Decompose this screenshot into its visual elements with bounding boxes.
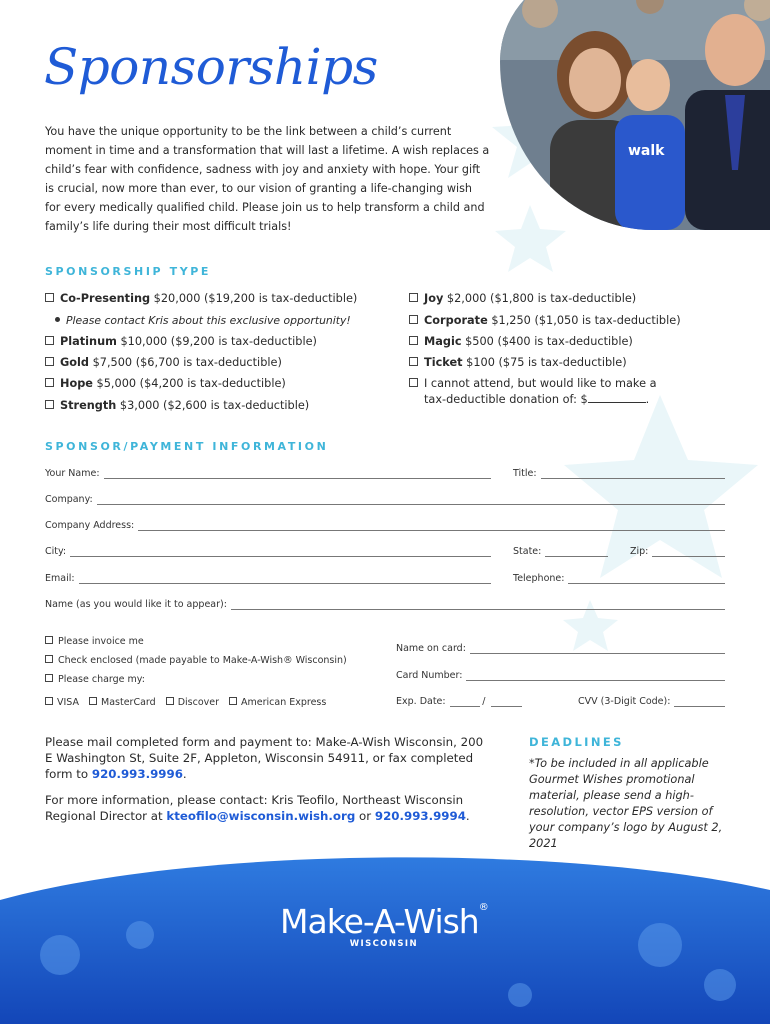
contact-email-link[interactable]: kteofilo@wisconsin.wish.org [166, 809, 356, 823]
make-a-wish-logo [280, 902, 488, 949]
donation-amount-field[interactable] [588, 393, 646, 403]
state-field[interactable]: State: [513, 546, 608, 557]
telephone-field[interactable]: Telephone: [513, 573, 725, 584]
check-option[interactable]: Check enclosed (made payable to Make-A-Wish® Wisconsin) [45, 655, 347, 666]
page-title: Sponsorships [44, 38, 378, 96]
card-amex[interactable]: American Express [229, 697, 326, 708]
exp-date-field[interactable]: Exp. Date: / [396, 696, 522, 707]
card-visa[interactable]: VISA [45, 697, 79, 708]
cvv-field[interactable]: CVV (3-Digit Code): [578, 696, 725, 707]
checkbox[interactable] [409, 336, 418, 345]
option-name: Joy [424, 292, 444, 305]
option-name: Hope [60, 377, 93, 390]
checkbox[interactable] [45, 378, 54, 387]
card-mastercard[interactable]: MasterCard [89, 697, 156, 708]
option-magic[interactable] [409, 335, 633, 349]
co-presenting-note: Please contact Kris about this exclusive opportunity! [55, 314, 351, 327]
sponsorship-type-heading: SPONSORSHIP TYPE [45, 265, 212, 278]
option-detail: $2,000 ($1,800 is tax-deductible) [443, 292, 637, 305]
checkbox[interactable] [45, 357, 54, 366]
checkbox[interactable] [409, 293, 418, 302]
card-discover[interactable]: Discover [166, 697, 219, 708]
deadlines-text: *To be included in all applicable Gourmet Wishes promotional material, please send a high-resolution, vector EPS version of your company’s logo by August 2, 2021 [529, 757, 723, 850]
donation-line: tax-deductible donation of: $ . [424, 393, 650, 406]
option-detail: $10,000 ($9,200 is tax-deductible) [116, 335, 317, 348]
logo-wordmark: Make-A-Wish® [280, 902, 488, 941]
name-appear-field[interactable]: Name (as you would like it to appear): [45, 599, 725, 610]
contact-info: For more information, please contact: Kris Teofilo, Northeast Wisconsin Regional Director at kteofilo@wisconsin.wish.org or 920.993.9994. [45, 793, 470, 823]
company-field[interactable]: Company: [45, 494, 725, 505]
checkbox[interactable] [409, 357, 418, 366]
checkbox[interactable] [409, 378, 418, 387]
option-hope[interactable] [45, 377, 286, 391]
option-name: Gold [60, 356, 89, 369]
option-detail: $100 ($75 is tax-deductible) [462, 356, 627, 369]
option-corporate[interactable] [409, 314, 681, 328]
checkbox[interactable] [409, 315, 418, 324]
checkbox[interactable] [45, 636, 53, 644]
bullet-icon [55, 317, 60, 322]
company-address-field[interactable]: Company Address: [45, 520, 725, 531]
option-name: Corporate [424, 314, 488, 327]
title-field[interactable]: Title: [513, 468, 725, 479]
option-name: Co-Presenting [60, 292, 151, 305]
email-field[interactable]: Email: [45, 573, 491, 584]
option-platinum[interactable] [45, 335, 317, 349]
option-name: Strength [60, 399, 117, 412]
checkbox[interactable] [45, 674, 53, 682]
logo-subtitle: WISCONSIN [349, 939, 418, 949]
option-joy[interactable] [409, 292, 636, 306]
option-name: Magic [424, 335, 462, 348]
option-detail: $1,250 ($1,050 is tax-deductible) [487, 314, 681, 327]
checkbox[interactable] [45, 400, 54, 409]
option-detail: $3,000 ($2,600 is tax-deductible) [116, 399, 310, 412]
card-number-field[interactable]: Card Number: [396, 670, 725, 681]
svg-text:walk: walk [628, 143, 665, 159]
option-ticket[interactable] [409, 356, 627, 370]
option-cannot-attend[interactable]: I cannot attend, but would like to make a [409, 377, 657, 391]
contact-phone[interactable]: 920.993.9994 [374, 809, 466, 823]
checkbox[interactable] [45, 293, 54, 302]
option-gold[interactable] [45, 356, 282, 370]
name-on-card-field[interactable]: Name on card: [396, 643, 725, 654]
option-strength[interactable] [45, 399, 309, 413]
city-field[interactable]: City: [45, 546, 491, 557]
option-co-presenting[interactable] [45, 292, 357, 306]
charge-option[interactable]: Please charge my: [45, 674, 145, 685]
payment-info-heading: SPONSOR/PAYMENT INFORMATION [45, 440, 329, 453]
fax-number[interactable]: 920.993.9996 [91, 767, 183, 781]
option-detail: $20,000 ($19,200 is tax-deductible) [150, 292, 358, 305]
checkbox[interactable] [45, 336, 54, 345]
intro-paragraph: You have the unique opportunity to be the link between a child’s current moment in time and a transformation that will last a lifetime. A wish replaces a child’s fear with confidence, sadness with joy and anxiety with hope. Your gift is crucial, now more than ever, to our vision of granting a life-changing wish for every medically qualified child. Please join us to help transform a child and family’s life during their most difficult trials! [45, 125, 490, 233]
card-type-row [45, 697, 326, 708]
zip-field[interactable]: Zip: [630, 546, 725, 557]
invoice-option[interactable]: Please invoice me [45, 636, 144, 647]
option-detail: $500 ($400 is tax-deductible) [461, 335, 633, 348]
checkbox[interactable] [45, 655, 53, 663]
option-detail: $5,000 ($4,200 is tax-deductible) [92, 377, 286, 390]
deadlines-heading: DEADLINES [529, 735, 624, 749]
option-name: Platinum [60, 335, 117, 348]
your-name-field[interactable]: Your Name: [45, 468, 491, 479]
option-name: Ticket [424, 356, 463, 369]
option-detail: $7,500 ($6,700 is tax-deductible) [89, 356, 282, 369]
mail-instructions: Please mail completed form and payment to: Make-A-Wish Wisconsin, 200 E Washington St, Suite 2F, Appleton, Wisconsin 54911, or fax completed form to 920.993.9996. [45, 735, 484, 781]
